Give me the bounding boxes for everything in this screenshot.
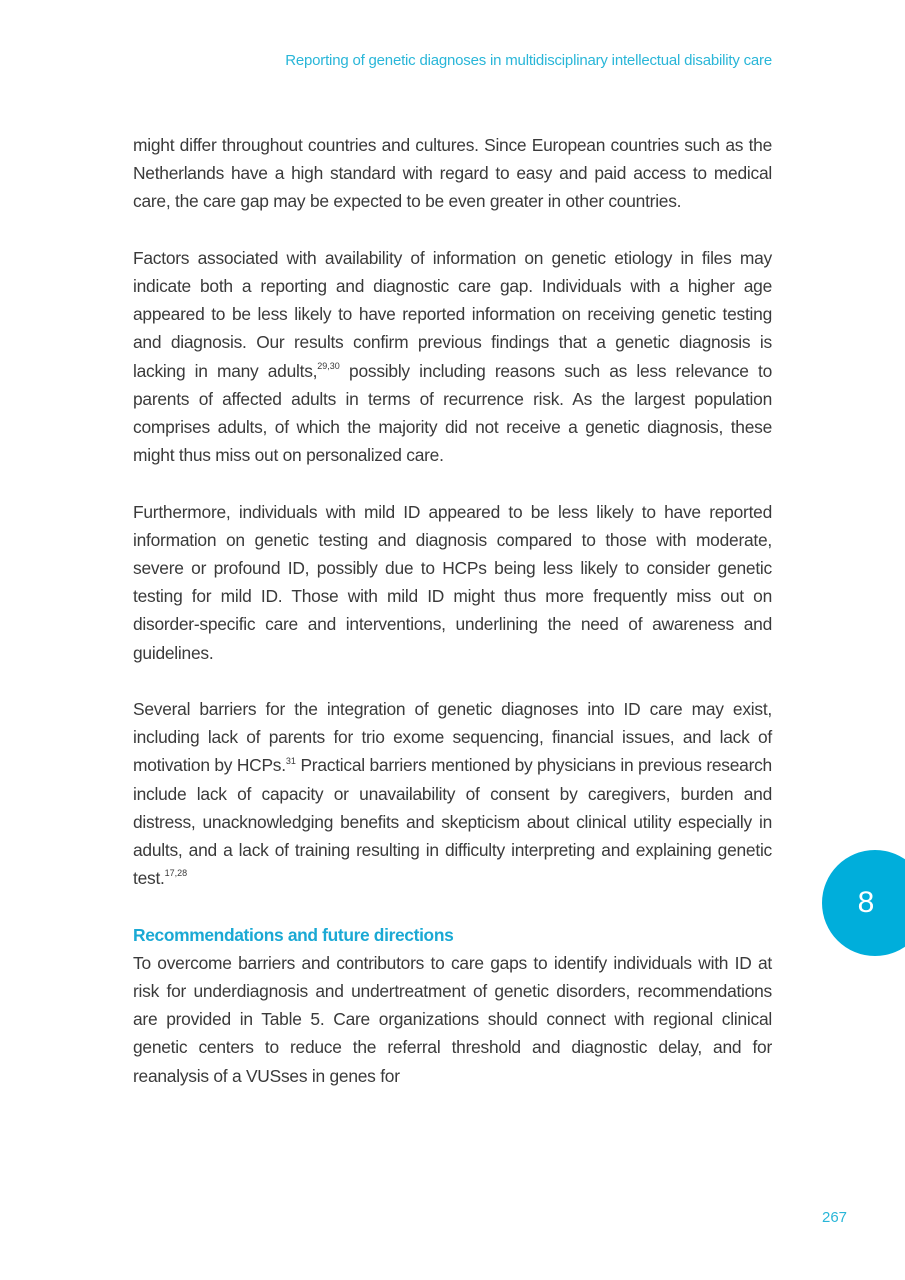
paragraph-4 xyxy=(133,695,772,892)
paragraph-recommendations xyxy=(133,949,772,1090)
paragraph-2-text-before: Factors associated with availability of information on genetic etiology in files may indicate both a reporting and diagnostic care gap. Individuals with a higher age appeared to be less likely to have reported information on receiving genetic testing and diagnosis. Our results confirm previous findings that a genetic diagnosis is lacking in many adults, xyxy=(133,247,772,381)
section-heading-recommendations: Recommendations and future directions xyxy=(133,924,454,945)
paragraph-4-text-middle: Practical barriers mentioned by physicians in previous research include lack of capacity or unavailability of consent by caregivers, burden and distress, unacknowledging benefits and skepticism about clinical utility especially in adults, and a lack of training resulting in difficulty interpreting and explaining genetic test. xyxy=(133,755,772,889)
citation-31: 31 xyxy=(285,755,296,766)
paragraph-1-text: might differ throughout countries and cultures. Since European countries such as the Netherlands have a high standard with regard to easy and paid access to medical care, the care gap may be expected to be even greater in other countries. xyxy=(133,135,772,212)
page-number: 267 xyxy=(822,1209,848,1226)
citation-17-28: 17,28 xyxy=(164,868,188,879)
chapter-tab-marker xyxy=(822,850,905,956)
running-header-title: Reporting of genetic diagnoses in multidisciplinary intellectual disability care xyxy=(285,52,772,69)
chapter-number: 8 xyxy=(857,886,875,919)
paragraph-3-text: Furthermore, individuals with mild ID appeared to be less likely to have reported information on genetic testing and diagnosis compared to those with moderate, severe or profound ID, possibly due to HCPs being less likely to consider genetic testing for mild ID. Those with mild ID might thus more frequently miss out on disorder-specific care and interventions, underlining the need of awareness and guidelines. xyxy=(133,501,772,663)
paragraph-3 xyxy=(133,498,772,667)
paragraph-1 xyxy=(133,131,772,216)
paragraph-recommendations-text: To overcome barriers and contributors to care gaps to identify individuals with ID at risk for underdiagnosis and undertreatment of genetic disorders, recommendations are provided in Table 5. Care organizations should connect with regional clinical genetic centers to reduce the referral threshold and diagnostic delay, and for reanalysis of a VUSses in genes for xyxy=(133,952,772,1086)
paragraph-2 xyxy=(133,244,772,470)
main-text-body xyxy=(133,131,772,1118)
paragraph-2-text-after: possibly including reasons such as less relevance to parents of affected adults in terms of recurrence risk. As the largest population comprises adults, of which the majority did not receive a genetic diagnosis, these might thus miss out on personalized care. xyxy=(133,360,772,466)
paragraph-4-text-before: Several barriers for the integration of genetic diagnoses into ID care may exist, including lack of parents for trio exome sequencing, financial issues, and lack of motivation by HCPs. xyxy=(133,699,772,776)
citation-29-30: 29,30 xyxy=(317,360,340,371)
